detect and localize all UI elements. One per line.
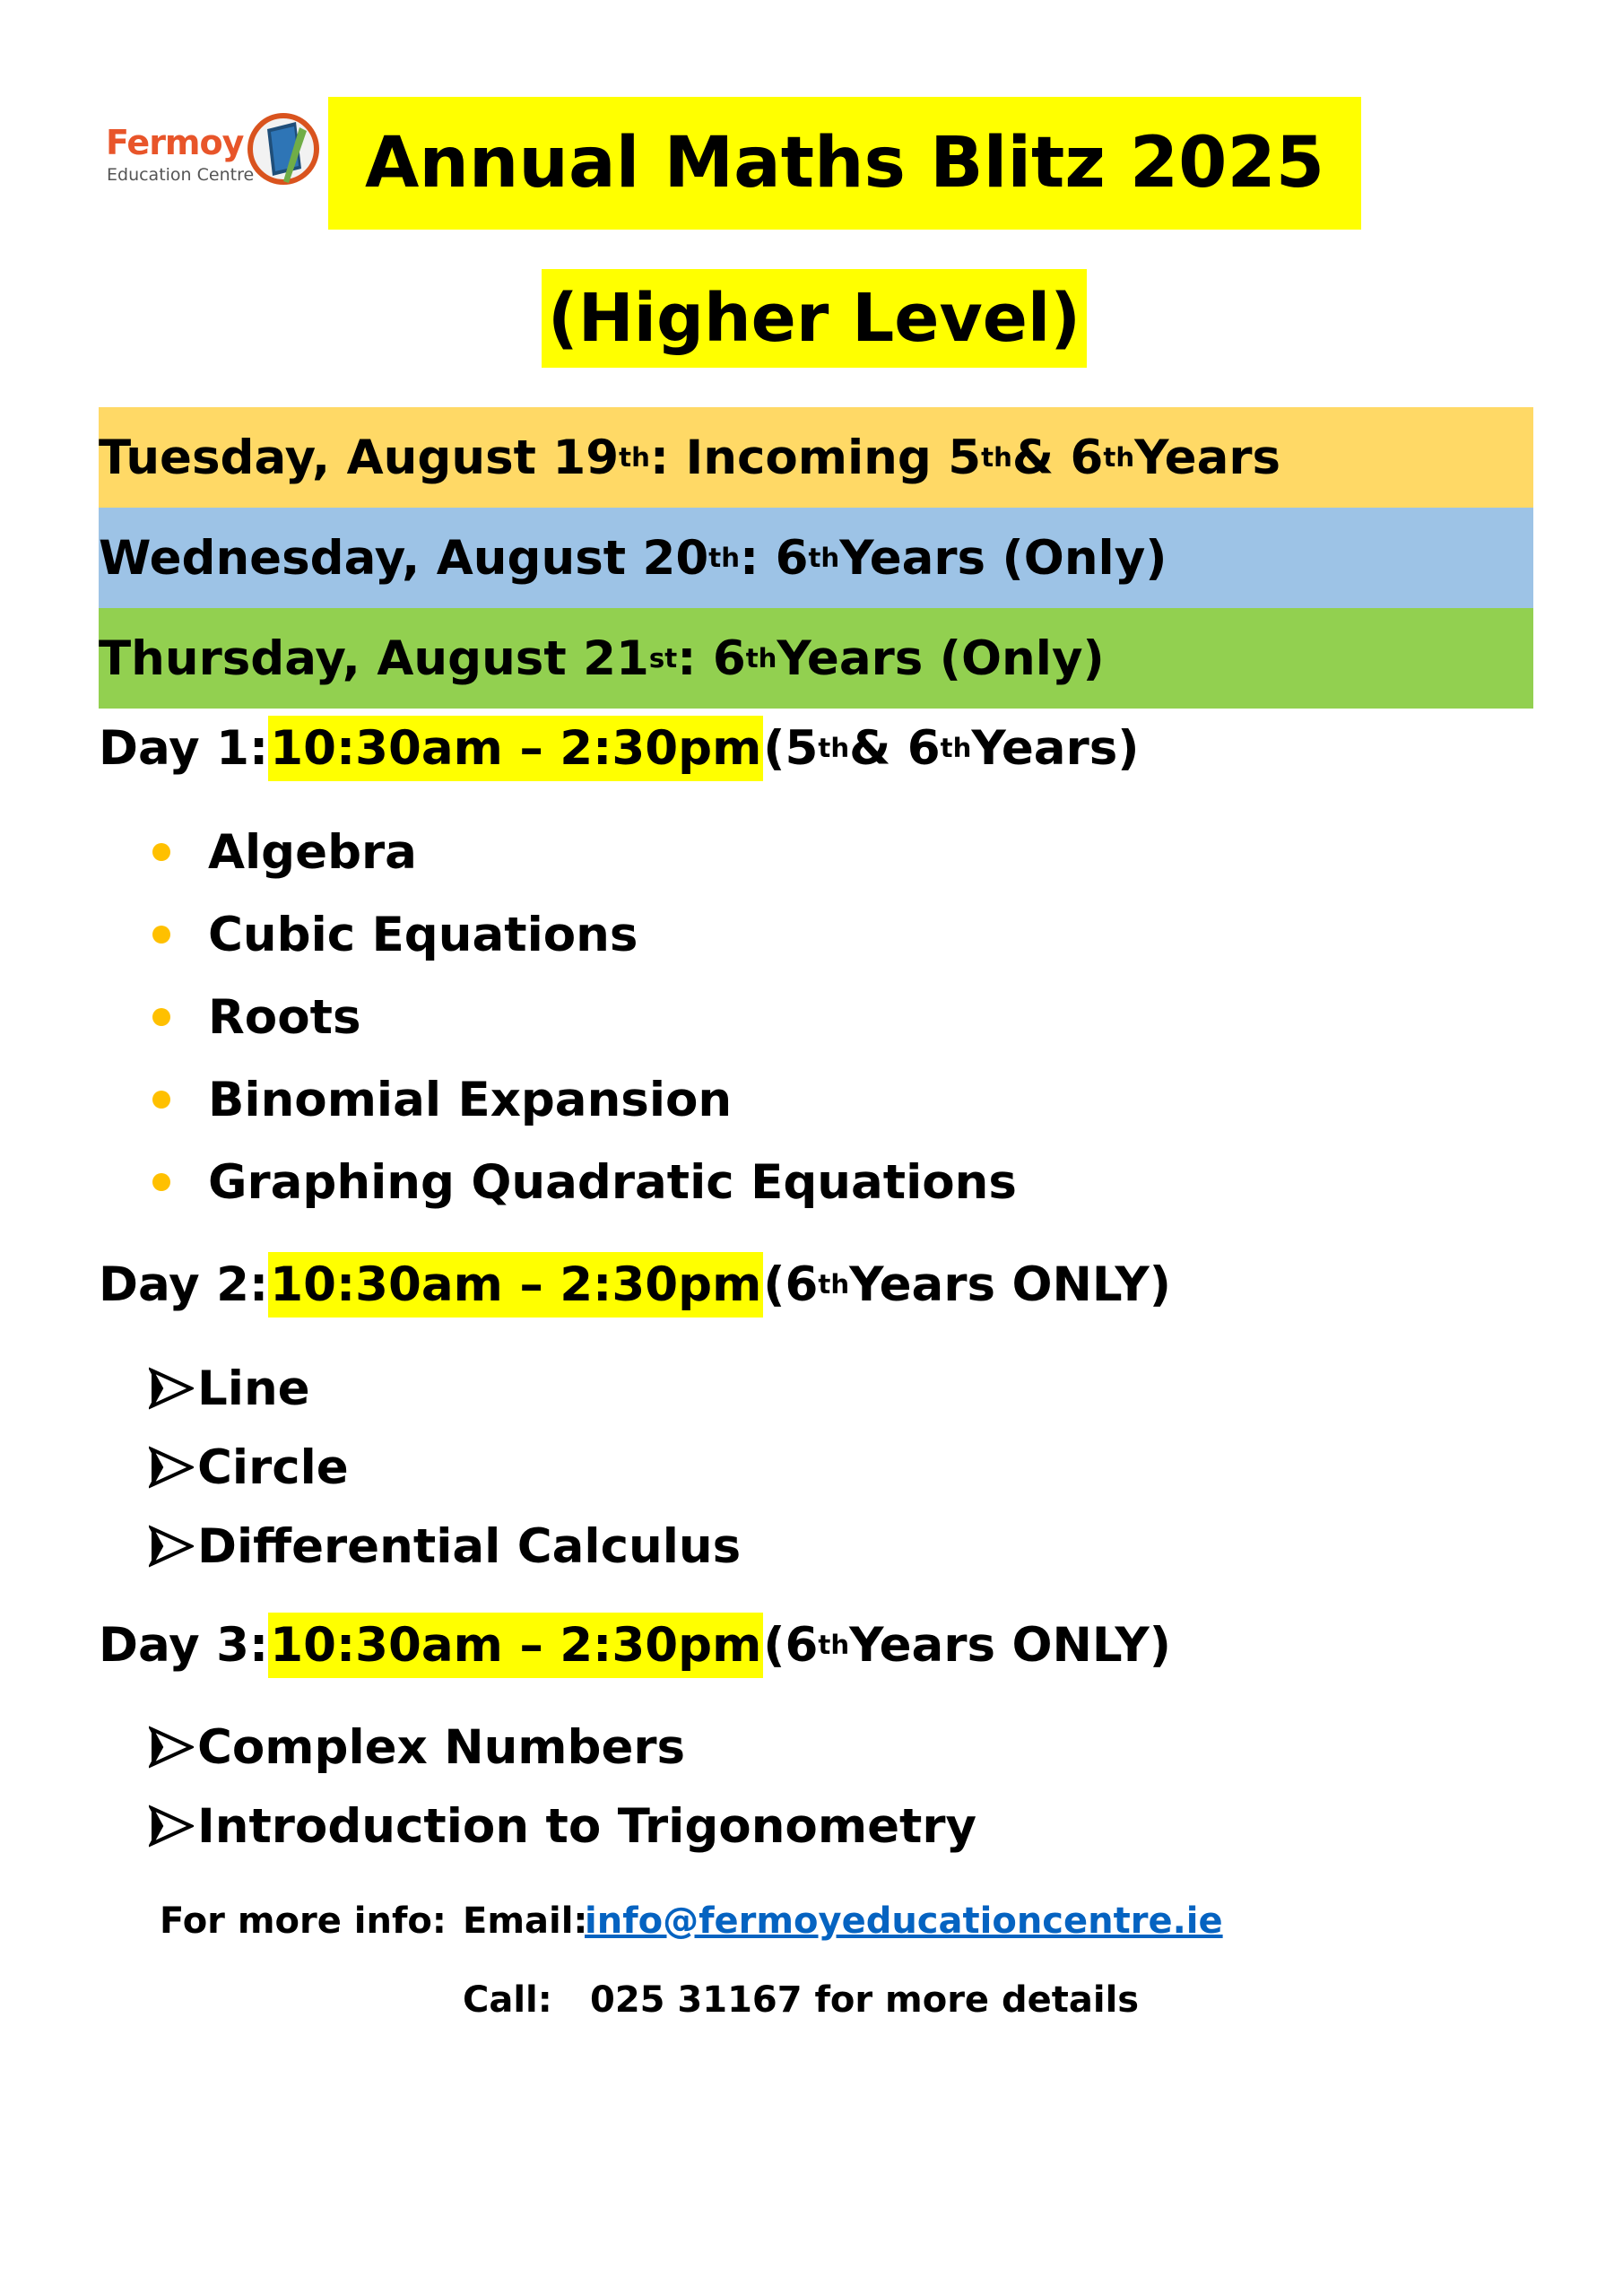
schedule-date: Tuesday, August 19 [99, 430, 620, 485]
day-label: Day 2: [99, 1257, 269, 1312]
bullet-dot-icon [152, 1008, 170, 1026]
email-link[interactable]: info@fermoyeducationcentre.ie [585, 1900, 1223, 1942]
day-2-heading: Day 2: 10:30am – 2:30pm (6 th Years ONLY) [99, 1247, 1171, 1322]
day-2-topics [149, 1349, 741, 1586]
arrow-bullet-icon [149, 1446, 194, 1489]
day-label: Day 1: [99, 720, 269, 776]
day-time-highlight: 10:30am – 2:30pm [268, 1252, 763, 1318]
arrow-bullet-icon [149, 1525, 194, 1568]
list-item [149, 976, 1017, 1058]
day-audience: (6 [763, 1257, 819, 1312]
list-item [149, 893, 1017, 976]
bullet-dot-icon [152, 1173, 170, 1191]
list-item [149, 1708, 976, 1787]
schedule-text: Years [1134, 430, 1281, 485]
book-logo-icon [247, 109, 323, 192]
bullet-dot-icon [152, 1091, 170, 1109]
schedule-date: Wednesday, August 20 [99, 530, 709, 586]
arrow-bullet-icon [149, 1726, 194, 1769]
logo-subtitle-text: Education Centre [107, 165, 255, 185]
schedule-text: : Incoming 5 [649, 430, 982, 485]
bullet-dot-icon [152, 843, 170, 861]
schedule-text: Years (Only) [777, 631, 1105, 686]
topic-label: Roots [208, 989, 361, 1045]
fermoy-logo [104, 106, 328, 196]
arrow-bullet-icon [149, 1367, 194, 1410]
call-label: Call: [463, 1979, 552, 2021]
email-label: Email: [463, 1900, 588, 1942]
list-item [149, 1141, 1017, 1223]
more-info-label: For more info: [160, 1900, 447, 1942]
day-audience: Years) [971, 720, 1140, 776]
topic-label: Binomial Expansion [208, 1072, 733, 1127]
schedule-text: : 6 [677, 631, 746, 686]
day-audience: Years ONLY) [849, 1617, 1171, 1673]
topic-label: Complex Numbers [197, 1719, 686, 1775]
phone-number: 025 31167 for more details [590, 1979, 1140, 2021]
day-time-highlight: 10:30am – 2:30pm [268, 716, 763, 781]
topic-label: Line [197, 1361, 310, 1416]
topic-label: Introduction to Trigonometry [197, 1798, 977, 1854]
schedule-text: Years (Only) [839, 530, 1167, 586]
schedule-row-wednesday: Wednesday, August 20 th : 6 th Years (Only) [99, 508, 1533, 608]
schedule-row-tuesday: Tuesday, August 19 th : Incoming 5 th & 6 th Years [99, 407, 1533, 508]
topic-label: Algebra [208, 824, 417, 880]
page-title: Annual Maths Blitz 2025 [328, 97, 1361, 230]
list-item [149, 1058, 1017, 1141]
day-audience: Years ONLY) [849, 1257, 1171, 1312]
topic-label: Differential Calculus [197, 1518, 742, 1574]
schedule-row-thursday: Thursday, August 21 st : 6 th Years (Only) [99, 608, 1533, 709]
day-audience: (6 [763, 1617, 819, 1673]
schedule-date: Thursday, August 21 [99, 631, 649, 686]
topic-label: Graphing Quadratic Equations [208, 1154, 1017, 1210]
arrow-bullet-icon [149, 1805, 194, 1848]
bullet-dot-icon [152, 926, 170, 944]
topic-label: Cubic Equations [208, 907, 638, 962]
list-item [149, 1787, 976, 1866]
list-item [149, 811, 1017, 893]
day-audience: & 6 [849, 720, 941, 776]
day-3-heading: Day 3: 10:30am – 2:30pm (6 th Years ONLY) [99, 1607, 1171, 1683]
day-3-topics [149, 1708, 976, 1866]
logo-brand-text: Fermoy [106, 123, 244, 162]
page-subtitle: (Higher Level) [542, 269, 1087, 368]
schedule-text: & 6 [1011, 430, 1104, 485]
schedule-text: : 6 [739, 530, 809, 586]
list-item [149, 1428, 741, 1507]
list-item [149, 1507, 741, 1586]
day-label: Day 3: [99, 1617, 269, 1673]
day-1-topics [149, 811, 1017, 1223]
day-time-highlight: 10:30am – 2:30pm [268, 1613, 763, 1678]
topic-label: Circle [197, 1439, 349, 1495]
list-item [149, 1349, 741, 1428]
day-audience: (5 [763, 720, 819, 776]
day-1-heading: Day 1: 10:30am – 2:30pm (5 th & 6 th Years) [99, 710, 1139, 786]
